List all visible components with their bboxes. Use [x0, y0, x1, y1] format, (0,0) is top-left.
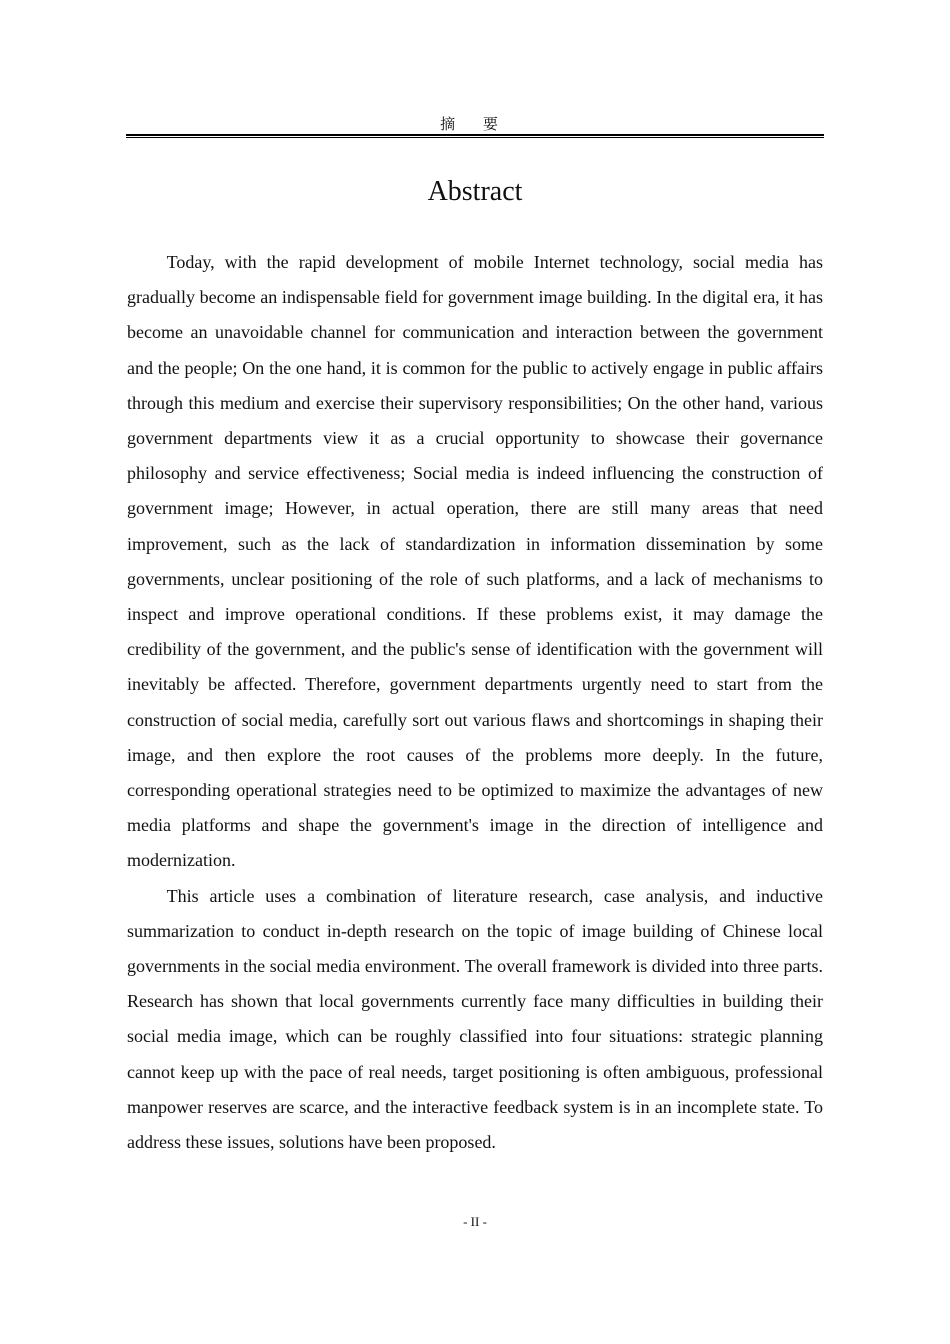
abstract-body: [127, 245, 823, 1160]
page-number: - II -: [463, 1214, 487, 1229]
paragraph: Today, with the rapid development of mobile Internet technology, social media has gradually become an indispensable field for government image building. In the digital era, it has become an unavoidable channel for communication and interaction between the government and the people; On the one hand, it is common for the public to actively engage in public affairs through this medium and exercise their supervisory responsibilities; On the other hand, various government departments view it as a crucial opportunity to showcase their governance philosophy and service effectiveness; Social media is indeed influencing the construction of government image; However, in actual operation, there are still many areas that need improvement, such as the lack of standardization in information dissemination by some governments, unclear positioning of the role of such platforms, and a lack of mechanisms to inspect and improve operational conditions. If these problems exist, it may damage the credibility of the government, and the public's sense of identification with the government will inevitably be affected. Therefore, government departments urgently need to start from the construction of social media, carefully sort out various flaws and shortcomings in shaping their image, and then explore the root causes of the problems more deeply. In the future, corresponding operational strategies need to be optimized to maximize the advantages of new media platforms and shape the government's image in the direction of intelligence and modernization.: [127, 252, 823, 871]
page-title: Abstract: [427, 176, 523, 207]
header-rule: [126, 134, 824, 138]
running-header: 摘 要: [440, 117, 510, 133]
paragraph: This article uses a combination of literature research, case analysis, and inductive summarization to conduct in-depth research on the topic of image building of Chinese local governments in the social media environment. The overall framework is divided into three parts. Research has shown that local governments currently face many difficulties in building their social media image, which can be roughly classified into four situations: strategic planning cannot keep up with the pace of real needs, target positioning is often ambiguous, professional manpower reserves are scarce, and the interactive feedback system is in an incomplete state. To address these issues, solutions have been proposed.: [127, 885, 823, 1153]
